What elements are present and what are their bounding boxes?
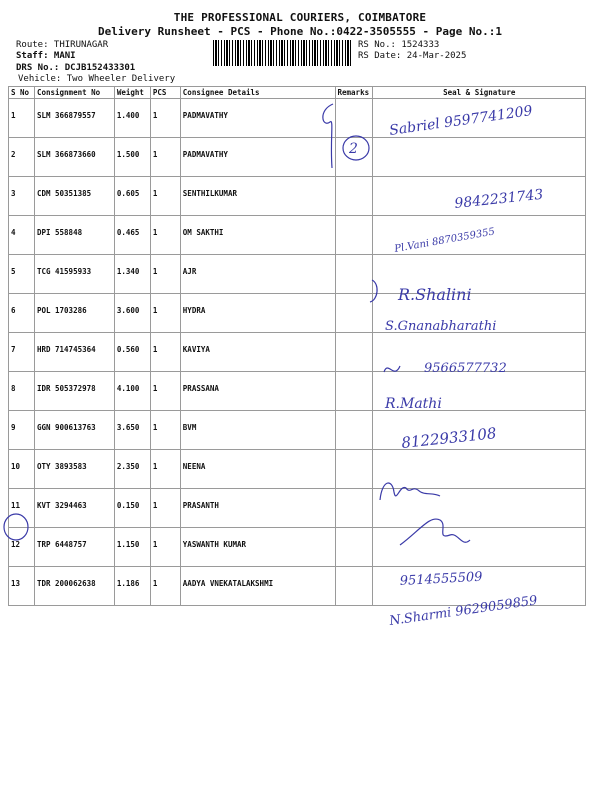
table-row xyxy=(9,567,586,606)
route-label: Route: THIRUNAGAR xyxy=(16,40,109,50)
cell-consignee: NEENA xyxy=(180,450,335,489)
cell-sno: 11 xyxy=(9,489,35,528)
runsheet-table xyxy=(8,86,586,606)
cell-consignee: HYDRA xyxy=(180,294,335,333)
cell-sno: 1 xyxy=(9,99,35,138)
cell-sno: 9 xyxy=(9,411,35,450)
table-row xyxy=(9,372,586,411)
cell-remarks xyxy=(335,255,373,294)
cell-remarks xyxy=(335,489,373,528)
cell-remarks xyxy=(335,216,373,255)
col-sno: S No xyxy=(9,87,35,99)
cell-weight: 0.560 xyxy=(114,333,150,372)
cell-consignee: KAVIYA xyxy=(180,333,335,372)
cell-consignment: HRD 714745364 xyxy=(34,333,114,372)
cell-consignment: CDM 50351385 xyxy=(34,177,114,216)
cell-sno: 4 xyxy=(9,216,35,255)
cell-signature xyxy=(373,411,586,450)
cell-signature xyxy=(373,99,586,138)
cell-sno: 6 xyxy=(9,294,35,333)
cell-consignee: PRASANTH xyxy=(180,489,335,528)
cell-consignee: PADMAVATHY xyxy=(180,99,335,138)
cell-consignee: AJR xyxy=(180,255,335,294)
signature-12: 9514555509 xyxy=(399,569,483,589)
remarks-mark-text: 2 xyxy=(349,141,358,157)
cell-signature xyxy=(373,372,586,411)
cell-sno: 2 xyxy=(9,138,35,177)
cell-consignment: TCG 41595933 xyxy=(34,255,114,294)
cell-weight: 1.500 xyxy=(114,138,150,177)
cell-remarks xyxy=(335,177,373,216)
cell-pcs: 1 xyxy=(150,99,180,138)
company-title: THE PROFESSIONAL COURIERS, COIMBATORE xyxy=(173,11,427,24)
cell-weight: 0.150 xyxy=(114,489,150,528)
cell-remarks xyxy=(335,411,373,450)
runsheet-subtitle: Delivery Runsheet - PCS - Phone No.:0422-3505555 - Page No.:1 xyxy=(98,25,502,38)
rs-date: RS Date: 24-Mar-2025 xyxy=(358,51,467,61)
cell-weight: 2.350 xyxy=(114,450,150,489)
cell-signature xyxy=(373,294,586,333)
cell-remarks xyxy=(335,450,373,489)
cell-weight: 4.100 xyxy=(114,372,150,411)
cell-pcs: 1 xyxy=(150,567,180,606)
signature-8: R.Mathi xyxy=(385,396,442,412)
cell-pcs: 1 xyxy=(150,216,180,255)
cell-sno: 3 xyxy=(9,177,35,216)
cell-consignee: BVM xyxy=(180,411,335,450)
drs-number: DRS No.: DCJB152433301 xyxy=(16,63,136,73)
table-row xyxy=(9,489,586,528)
signature-9: 8122933108 xyxy=(400,424,498,452)
cell-remarks xyxy=(335,333,373,372)
cell-pcs: 1 xyxy=(150,450,180,489)
rs-number: RS No.: 1524333 xyxy=(358,40,440,50)
cell-remarks xyxy=(335,294,373,333)
table-row xyxy=(9,138,586,177)
cell-signature xyxy=(373,216,586,255)
table-row xyxy=(9,333,586,372)
cell-weight: 3.650 xyxy=(114,411,150,450)
cell-weight: 0.465 xyxy=(114,216,150,255)
cell-weight: 1.340 xyxy=(114,255,150,294)
signature-13: N.Sharmi 9629059859 xyxy=(388,593,539,629)
cell-consignee: SENTHILKUMAR xyxy=(180,177,335,216)
signature-6: S.Gnanabharathi xyxy=(385,319,497,334)
signature-7: 9566577732 xyxy=(424,361,507,376)
cell-weight: 1.400 xyxy=(114,99,150,138)
table-row xyxy=(9,450,586,489)
table-row xyxy=(9,528,586,567)
cell-consignment: KVT 3294463 xyxy=(34,489,114,528)
cell-consignment: SLM 366879557 xyxy=(34,99,114,138)
cell-signature xyxy=(373,333,586,372)
cell-weight: 1.186 xyxy=(114,567,150,606)
cell-consignee: OM SAKTHI xyxy=(180,216,335,255)
signature-4: Pl.Vani 8870359355 xyxy=(393,226,496,255)
cell-pcs: 1 xyxy=(150,138,180,177)
cell-consignment: SLM 366873660 xyxy=(34,138,114,177)
cell-pcs: 1 xyxy=(150,489,180,528)
cell-signature xyxy=(373,567,586,606)
cell-pcs: 1 xyxy=(150,255,180,294)
cell-signature xyxy=(373,138,586,177)
cell-remarks xyxy=(335,567,373,606)
table-row xyxy=(9,99,586,138)
cell-remarks xyxy=(335,99,373,138)
staff-label: Staff: MANI xyxy=(16,51,76,61)
cell-sno: 12 xyxy=(9,528,35,567)
cell-consignee: YASWANTH KUMAR xyxy=(180,528,335,567)
table-row xyxy=(9,411,586,450)
col-weight: Weight xyxy=(114,87,150,99)
cell-consignment: TRP 6448757 xyxy=(34,528,114,567)
cell-pcs: 1 xyxy=(150,411,180,450)
cell-consignment: GGN 900613763 xyxy=(34,411,114,450)
barcode xyxy=(213,40,353,66)
table-row xyxy=(9,255,586,294)
cell-remarks xyxy=(335,372,373,411)
cell-pcs: 1 xyxy=(150,294,180,333)
col-pcs: PCS xyxy=(150,87,180,99)
cell-signature xyxy=(373,528,586,567)
cell-signature xyxy=(373,489,586,528)
cell-weight: 0.605 xyxy=(114,177,150,216)
cell-sno: 10 xyxy=(9,450,35,489)
col-consignment: Consignment No xyxy=(34,87,114,99)
cell-consignee: PRASSANA xyxy=(180,372,335,411)
signature-1: Sabriel 9597741209 xyxy=(388,103,534,139)
cell-signature xyxy=(373,177,586,216)
cell-pcs: 1 xyxy=(150,372,180,411)
col-signature: Seal & Signature xyxy=(373,87,586,99)
table-row xyxy=(9,216,586,255)
cell-weight: 1.150 xyxy=(114,528,150,567)
table-row xyxy=(9,294,586,333)
cell-sno: 8 xyxy=(9,372,35,411)
table-header-row xyxy=(9,87,586,99)
cell-pcs: 1 xyxy=(150,528,180,567)
cell-pcs: 1 xyxy=(150,177,180,216)
col-remarks: Remarks xyxy=(335,87,373,99)
vehicle-label: Vehicle: Two Wheeler Delivery xyxy=(18,74,176,84)
cell-consignment: OTY 3893583 xyxy=(34,450,114,489)
cell-pcs: 1 xyxy=(150,333,180,372)
cell-weight: 3.600 xyxy=(114,294,150,333)
cell-consignment: DPI 558848 xyxy=(34,216,114,255)
signature-3: 9842231743 xyxy=(453,186,545,212)
cell-signature xyxy=(373,255,586,294)
cell-consignee: AADYA VNEKATALAKSHMI xyxy=(180,567,335,606)
cell-sno: 7 xyxy=(9,333,35,372)
cell-consignment: IDR 505372978 xyxy=(34,372,114,411)
cell-consignment: POL 1703286 xyxy=(34,294,114,333)
cell-signature xyxy=(373,450,586,489)
signature-5: R.Shalini xyxy=(398,285,472,304)
col-consignee: Consignee Details xyxy=(180,87,335,99)
cell-remarks xyxy=(335,528,373,567)
cell-consignment: TDR 200062638 xyxy=(34,567,114,606)
cell-sno: 5 xyxy=(9,255,35,294)
cell-remarks xyxy=(335,138,373,177)
cell-sno: 13 xyxy=(9,567,35,606)
cell-consignee: PADMAVATHY xyxy=(180,138,335,177)
table-row xyxy=(9,177,586,216)
